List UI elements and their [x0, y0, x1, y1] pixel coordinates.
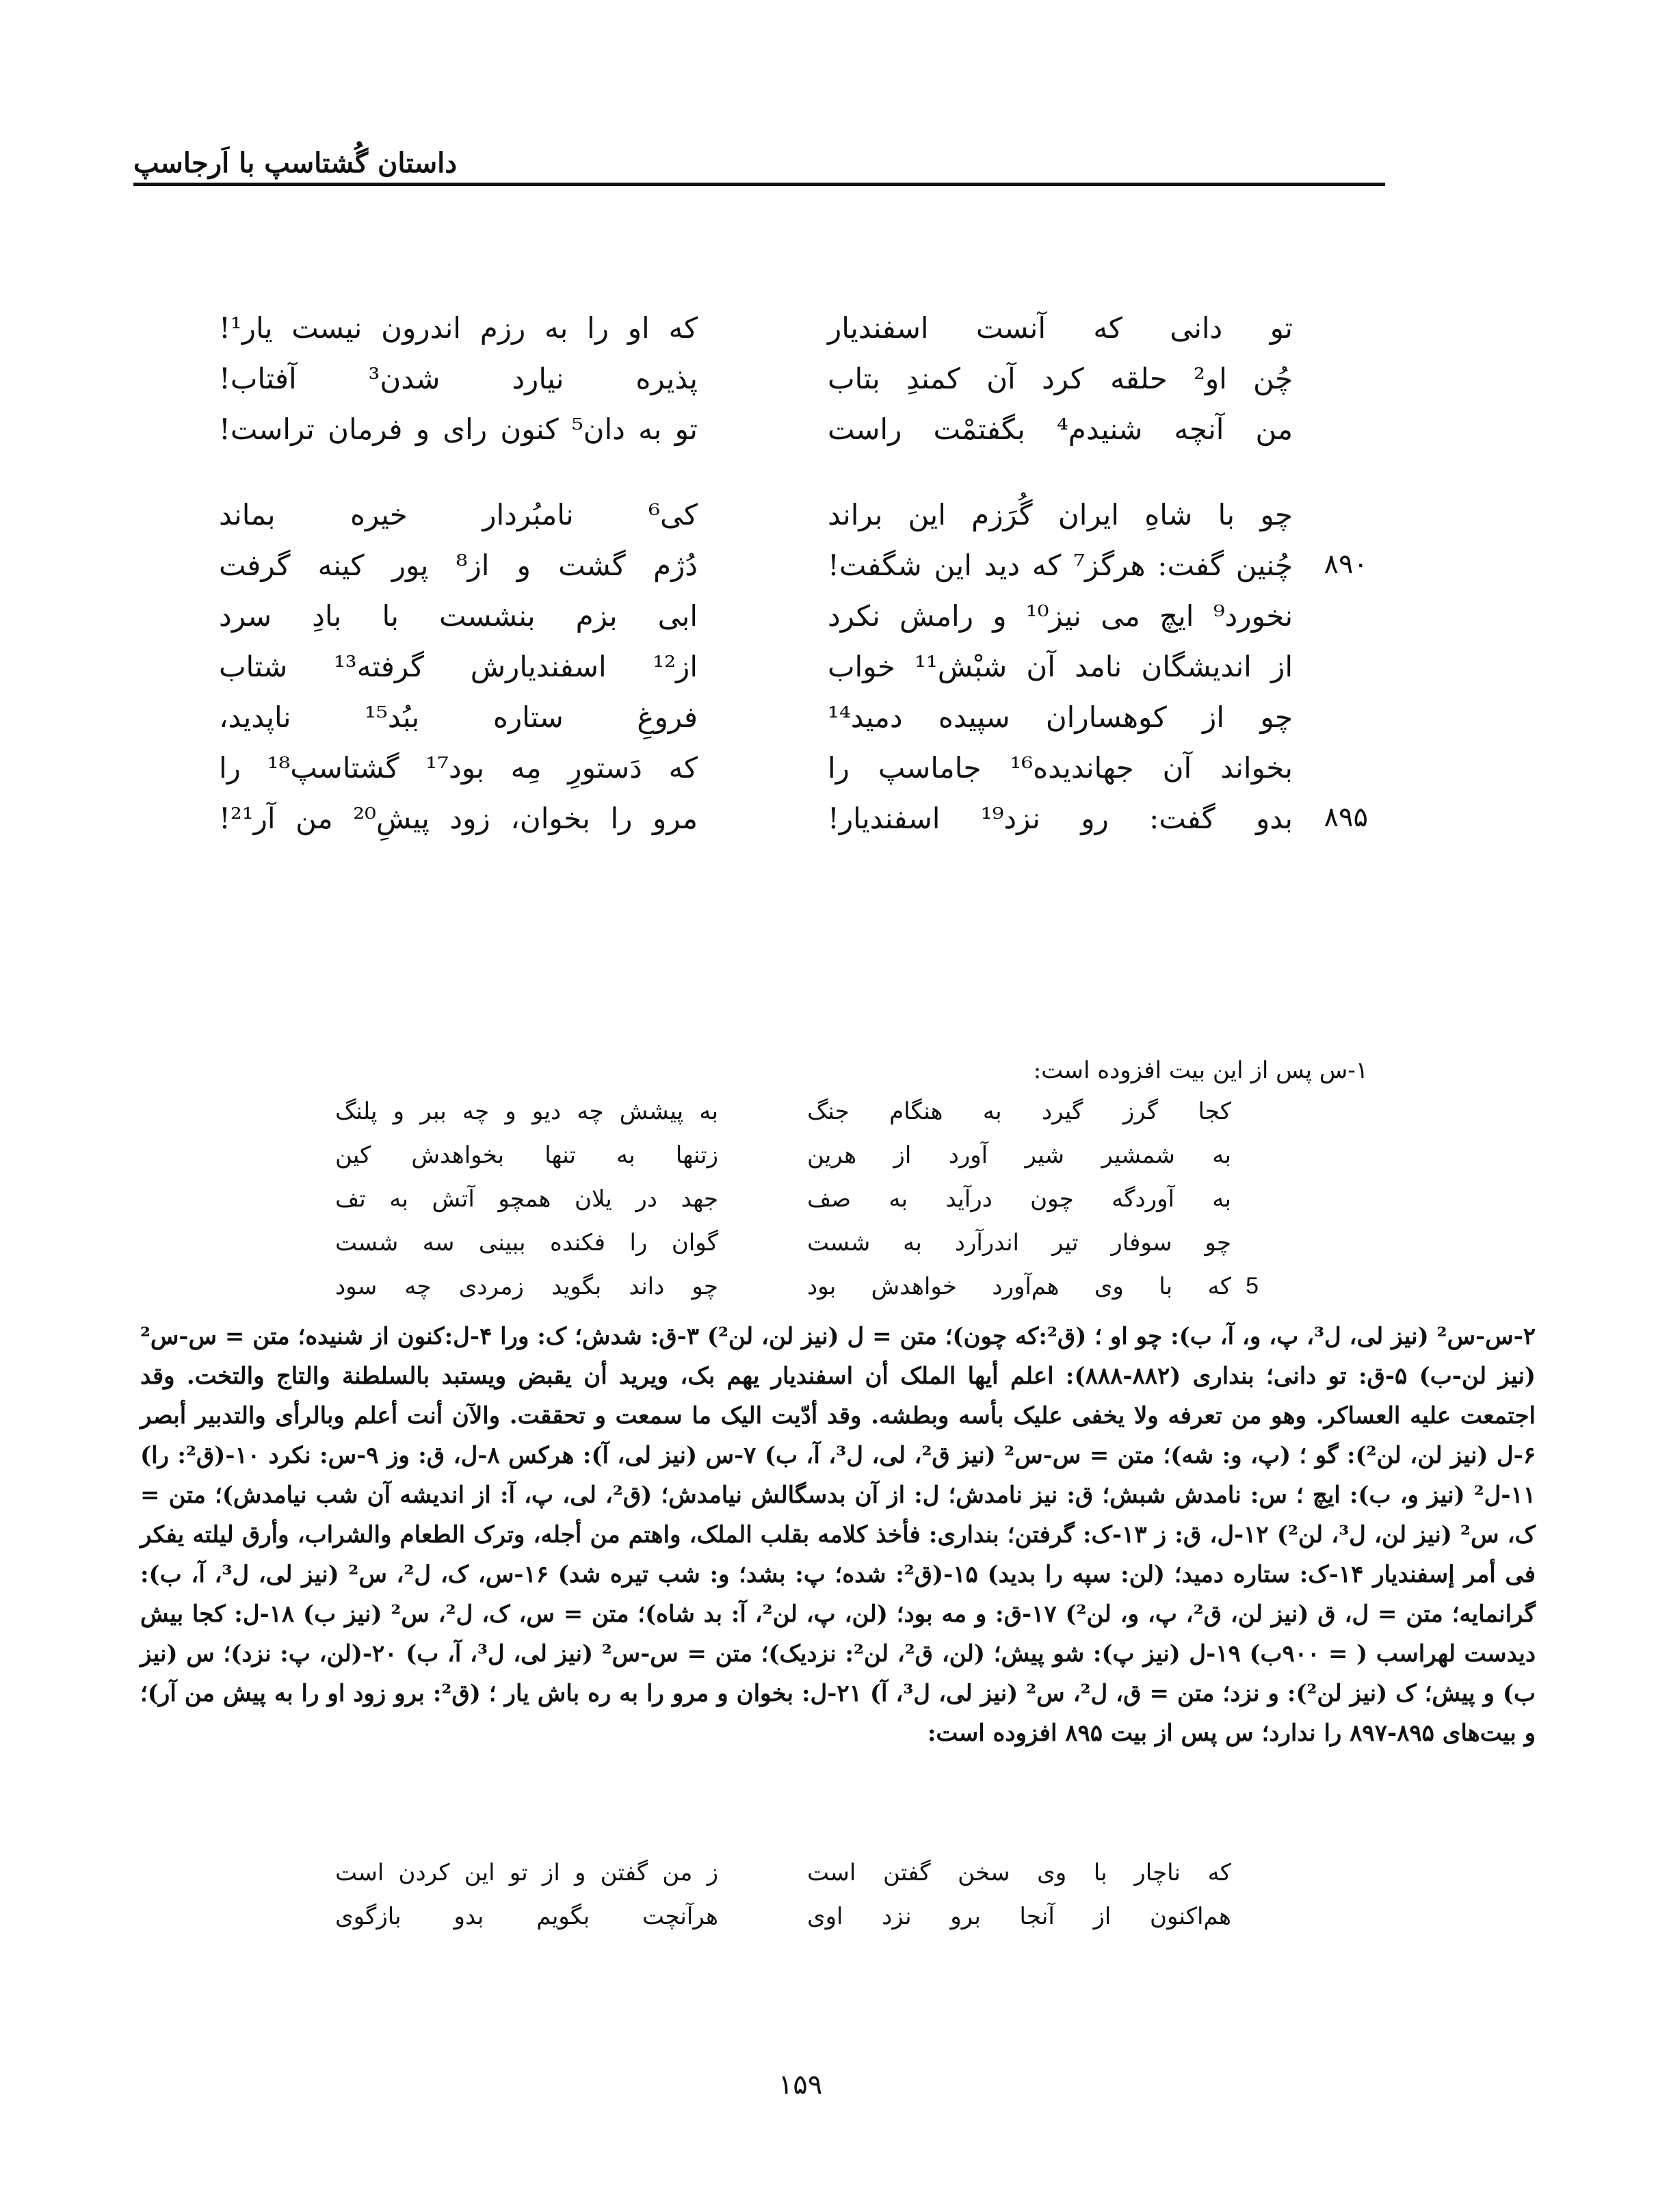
verse-hemistich-left: که او را به رزم اندرون نیست یار¹! [219, 311, 698, 345]
verse-row [205, 412, 1423, 463]
verse-row [205, 751, 1423, 802]
footnote-hemistich-left: به پیشش چه دیو و چه ببر و پلنگ [335, 1098, 718, 1125]
verse-row [205, 650, 1423, 700]
verse-hemistich-left: تو به دان⁵ کنون رای و فرمان تراست! [219, 412, 698, 446]
footnote-hemistich-right: که با وی هم‌آورد خواهدش بود [807, 1273, 1231, 1300]
verse-hemistich-left: که دَستورِ مِه بود¹⁷ گشتاسپ¹⁸ را [219, 751, 698, 785]
verse-hemistich-left: از¹² اسفندیارش گرفته¹³ شتاب [219, 650, 698, 683]
verse-row [205, 700, 1423, 751]
closing-hemistich-right: که ناچار با وی سخن گفتن است [807, 1859, 1231, 1886]
header-title: داستان گُشتاسپ با اَرجاسپ [133, 147, 458, 179]
footnote-verse-row [308, 1229, 1231, 1273]
page-number: ۱۵۹ [778, 2069, 823, 2101]
footnote-hemistich-left: چو داند بگوید زمردی چه سود [335, 1273, 718, 1300]
footnote-hemistich-right: کجا گرز گیرد به هنگام جنگ [807, 1098, 1231, 1125]
closing-hemistich-left: هرآنچت بگویم بدو بازگوی [335, 1903, 718, 1930]
footnote-verses [308, 1098, 1259, 1317]
verse-hemistich-right: نخورد⁹ ایچ می نیز¹⁰ و رامش نکرد [828, 599, 1293, 633]
footnote-verse-row [308, 1273, 1259, 1317]
verse-hemistich-right: از اندیشگان نامد آن شبْش¹¹ خواب [828, 650, 1293, 683]
footnote-hemistich-right: چو سوفار تیر اندرآرد به شست [807, 1229, 1231, 1256]
closing-verse-row [308, 1903, 1231, 1947]
verse-row [205, 549, 1423, 599]
verse-row [205, 599, 1423, 650]
closing-verses [308, 1859, 1231, 1947]
verse-hemistich-left: پذیره نیارد شدن³ آفتاب! [219, 362, 698, 395]
verse-row [205, 311, 1423, 362]
footnote-hemistich-right: به آوردگه چون درآید به صف [807, 1185, 1231, 1213]
verse-hemistich-right: من آنچه شنیدم⁴ بگفتمْت راست [828, 412, 1293, 446]
footnote-hemistich-left: جهد در یلان همچو آتش به تف [335, 1185, 718, 1213]
verse-row [205, 362, 1423, 412]
footnote-hemistich-right: به شمشیر شیر آورد از هرین [807, 1142, 1231, 1169]
verse-hemistich-right: چُن او² حلقه کرد آن کمندِ بتاب [828, 362, 1293, 395]
verse-hemistich-left: مرو را بخوان، زود پیشِ²⁰ من آر²¹! [219, 802, 698, 835]
verse-hemistich-right: چُنین گفت: هرگز⁷ که دید این شگفت! [828, 549, 1293, 582]
closing-hemistich-left: ز من گفتن و از تو این کردن است [335, 1859, 718, 1886]
verse-hemistich-left: دُژم گشت و از⁸ پور کینه گرفت [219, 549, 698, 582]
verse-hemistich-left: کی⁶ نامبُردار خیره بماند [219, 498, 698, 531]
verse-hemistich-right: تو دانی که آنست اسفندیار [828, 311, 1293, 345]
verse-hemistich-left: فروغِ ستاره ببُد¹⁵ ناپدید، [219, 700, 698, 734]
footnote-intro: ۱-س پس از این بیت افزوده است: [1033, 1057, 1368, 1084]
running-header [133, 147, 1385, 186]
closing-hemistich-right: هم‌اکنون از آنجا برو نزد اوی [807, 1903, 1231, 1930]
verse-hemistich-right: بخواند آن جهاندیده¹⁶ جاماسپ را [828, 751, 1293, 785]
footnote-verse-row [308, 1185, 1231, 1229]
verse-hemistich-right: بدو گفت: رو نزد¹⁹ اسفندیار! [828, 802, 1293, 835]
closing-verse-row [308, 1859, 1231, 1903]
verse-hemistich-right: چو از کوهساران سپیده دمید¹⁴ [828, 700, 1293, 734]
footnote-verse-row [308, 1098, 1231, 1142]
verse-hemistich-left: ابی بزم بنشست با بادِ سرد [219, 599, 698, 633]
footnote-hemistich-left: گوان را فکنده ببینی سه شست [335, 1229, 718, 1256]
footnote-verse-row [308, 1142, 1231, 1185]
main-verses-2 [205, 498, 1423, 852]
footnote-hemistich-left: زتنها به تنها بخواهدش کین [335, 1142, 718, 1169]
footnote-verse-number: 5 [1246, 1273, 1259, 1299]
verse-number: ۸۹۰ [1324, 549, 1368, 580]
verse-number: ۸۹۵ [1324, 802, 1368, 833]
critical-notes: ۲-س-س² (نیز لی، ل³، پ، و، آ، ب): چو او ؛ (ق²:که چون)؛ متن = ل (نیز لن، لن²) ۳-ق: شدش؛ ک: ورا ۴-ل:کنون از شنیده؛ متن = س-س² (نیز لن-ب) ۵-ق: تو دانی؛ بنداری (۸۸۲-۸۸۸): اعلم أیها الملک أن اسفندیار یهم بک، ویرید أن یقبض ویستبد بالسلطنة والتاج والتخت. وقد اجتمعت علیه العساکر. وهو من تعرفه ولا یخفی علیک بأسه وبطشه. وقد أدّیت الیک ما سمعت و تحققت. والآن أنت أعلم وبالرأی والتدبیر أبصر ۶-ل (نیز لن، لن²): گو ؛ (پ، و: شه)؛ متن = س-س² (نیز ق²، لی، ل³، آ، ب) ۷-س (نیز لی، آ): هرکس ۸-ل، ق: وز ۹-س: نکرد ۱۰-(ق²: را) ۱۱-ل² (نیز و، ب): ایچ ؛ س: نامدش شبش؛ ق: نیز نامدش؛ ل: از آن بدسگالش نیامدش؛ (ق²، لی، پ، آ: از اندیشه آن شب نیامدش)؛ متن = ک، س² (نیز لن، ل³، لن²) ۱۲-ل، ق: ز ۱۳-ک: گرفتن؛ بنداری: فأخذ کلامه بقلب الملک، واهتم من أجله، وترک الطعام والشراب، وأرق لیلته یفکر فی أمر إسفندیار ۱۴-ک: ستاره دمید؛ (لن: سپه را بدید) ۱۵-(ق²: شده؛ پ: بشد؛ و: شب تیره شد) ۱۶-س، ک، ل²، س² (نیز لی، ل³، آ، ب): گرانمایه؛ متن = ل، ق (نیز لن، ق²، پ، و، لن²) ۱۷-ق: و مه بود؛ (لن، پ، لن²، آ: بد شاه)؛ متن = س، ک، ل²، س² (نیز ب) ۱۸-ل: کجا بیش دیدست لهراسب ( = ۹۰۰ب) ۱۹-ل (نیز پ): شو پیش؛ (لن، ق²، لن²: نزدیک)؛ متن = س-س² (نیز لی، ل³، آ، ب) ۲۰-(لن، پ: نزد)؛ س (نیز ب) و پیش؛ ک (نیز لن²): و نزد؛ متن = ق، ل²، س² (نیز لی، ل³، آ) ۲۱-ل: بخوان و مرو را به ره باش یار ؛ (ق²: برو زود او را به پیش من آر)؛ و بیت‌های ۸۹۵-۸۹۷ را ندارد؛ س پس از بیت ۸۹۵ افزوده است: [140, 1323, 1536, 1747]
verse-row [205, 802, 1423, 852]
main-verses [205, 311, 1423, 463]
verse-hemistich-right: چو با شاهِ ایران گُرَزم این براند [828, 498, 1293, 531]
verse-row [205, 498, 1423, 549]
